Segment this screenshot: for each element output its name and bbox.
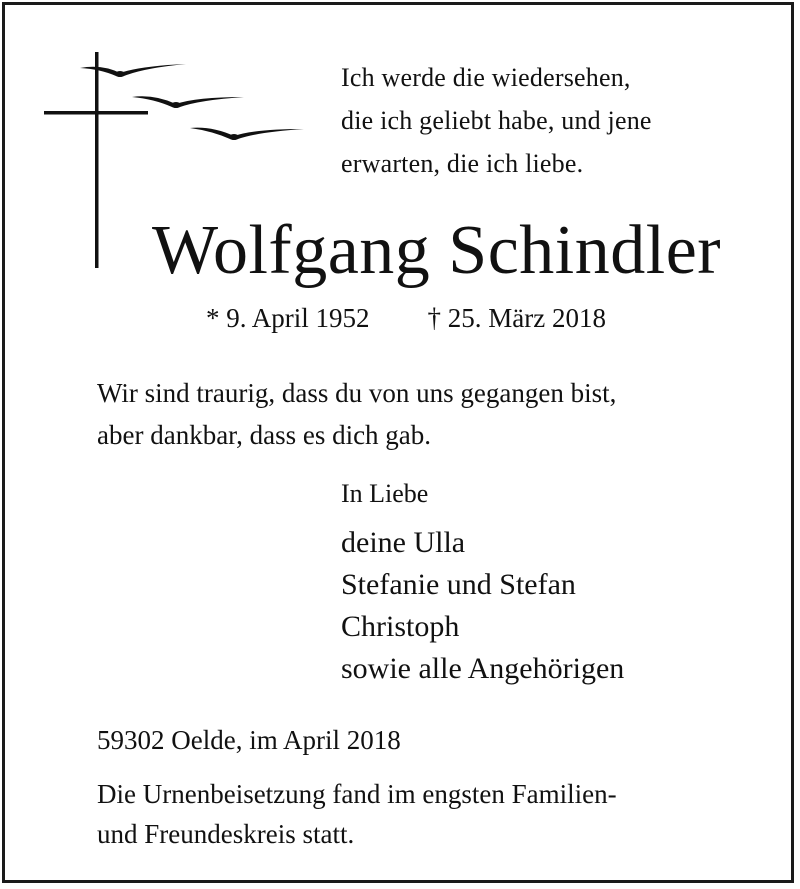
note-line: und Freundeskreis statt. <box>97 819 355 849</box>
motto-line: die ich geliebt habe, und jene <box>341 106 652 135</box>
mourning-line: Wir sind traurig, dass du von uns gegangen bist, <box>97 378 617 408</box>
death-date: † 25. März 2018 <box>427 303 606 333</box>
deceased-name: Wolfgang Schindler <box>152 212 722 289</box>
bird-icon <box>190 128 304 140</box>
cross-vertical-bar <box>95 52 99 268</box>
cross-horizontal-bar <box>44 111 148 115</box>
burial-note <box>97 774 617 854</box>
signoff-intro: In Liebe <box>341 479 429 508</box>
note-line: Die Urnenbeisetzung fand im engsten Familien- <box>97 779 617 809</box>
mourning-line: aber dankbar, dass es dich gab. <box>97 420 432 450</box>
motto-quote <box>341 56 652 185</box>
place-date: 59302 Oelde, im April 2018 <box>97 725 401 755</box>
mourner-name: deine Ulla <box>341 526 466 559</box>
motto-line: erwarten, die ich liebe. <box>341 149 584 178</box>
mourners-list <box>341 522 624 690</box>
bird-icon <box>132 96 244 108</box>
life-dates <box>206 300 606 336</box>
mourner-name: sowie alle Angehörigen <box>341 652 625 685</box>
mourner-name: Christoph <box>341 610 460 643</box>
motto-line: Ich werde die wiedersehen, <box>341 63 631 92</box>
mourning-text <box>97 372 616 456</box>
birth-date: * 9. April 1952 <box>206 303 370 333</box>
mourner-name: Stefanie und Stefan <box>341 568 576 601</box>
